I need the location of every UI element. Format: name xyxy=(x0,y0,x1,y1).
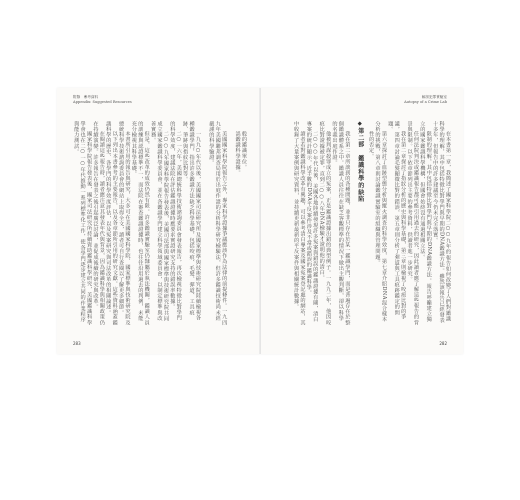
paragraph: 誤鑑識科學證據。 xyxy=(234,131,241,176)
right-running-head-subtitle: Autopsy of a Crime Lab xyxy=(404,100,447,104)
paragraph: 以下列出本書參考的主要報告，以及各章節所引用的研究文獻。這些資料涵蓋鑑識科學的歷史、各學門的科學效度評估，以及冤案研究與司法改革的相關論述。 xyxy=(105,121,118,326)
paragraph: 讀者若對鑑識科學改革有興趣，可以參考清白專案及國家冤案登記處的網站，其中收錄了大量案例與研究資料，並持續更新最新的平反案件與相關統計數據。 xyxy=(293,121,306,326)
left-running-head-title: 附錄 參考資料 xyxy=(73,95,99,99)
right-body-text xyxy=(275,121,451,326)
paragraph: 他被判謀殺罪成立的冤案，正是鑑識證據出錯的典型例子。一九九二年，他因咬痕比對證據被定罪，直到二○○八年DNA檢驗才證明他的清白。 xyxy=(318,121,332,326)
left-page xyxy=(57,88,259,354)
paragraph: 但是，這些改革的成效仍然有限。許多鑑識實驗室仍隸屬於執法機關，鑑識人員的訓練與認證標準不一，而法院在審查鑑識證據時，也往往沿用過去的判例，未能充分檢視其科學基礎。 xyxy=(130,121,150,326)
paragraph: 二○○○年代以後，美國各地陸續發現許多冤案與錯誤的鑑識證據有關，清白專案的統計顯示，近半數的DNA平反案件涉及不當或錯誤的鑑識科學。 xyxy=(305,121,319,323)
paragraph: 任何法院判決或鑑識報告都可能引用過去的研究，因此讀者應了解這些報告的背景與限制。以下依章節列出主要的參考資料，供讀者進一步研究。 xyxy=(406,121,419,326)
section-heading xyxy=(356,121,362,326)
paragraph: 我在第二章探討了指紋分析的歷史與科學基礎，第三章則檢視了咬痕比對的爭議，第四章討論毛髮顯微比對的錯誤，第五章則分析了彈道與工具痕跡鑑定的問題。 xyxy=(387,121,407,321)
paragraph: 二○○九年國家科學院報告發表後，美國司法部與國家標準與技術研究院共同成立國家鑑識科學委員會，並在各鑑識學門建立科學領域委員會，以制定標準與改善實務。 xyxy=(150,121,169,322)
paragraph: 限制的理解，其中包括特徵比對學門與早期的DNA鑑識方法。報告呼籲建立獨立的國家鑑識科學機構，但國會始終沒有通過相關立法。 xyxy=(419,121,432,323)
paragraph: 美國國家科學院報告之外，專家科學證據爭議應該作為法律的前提條件。一九四九年美國聯邦調查局用於出庭作證的分析科學研究檢驗法，但許多鑑識技術尚未經嚴謹的科學驗證。 xyxy=(208,121,228,326)
paragraph: 性的否定。 xyxy=(368,131,375,160)
left-running-head xyxy=(73,95,132,105)
paragraph: 在閱讀這些報告時，讀者應注意其發表年代與背景，因為鑑識科學與相關政策仍在持續演變。許多報告在發表之後引起廣泛討論，並促成後續的研究與改革。 xyxy=(92,121,105,326)
right-running-head xyxy=(404,95,447,105)
paragraph: 二○一六年，美國總統科學技術諮詢委員會發表報告，再次檢視特徵比對學門的科學效度，建議法院在評估鑑識證據時應要求實證研究支持的錯誤率數據。 xyxy=(169,121,182,321)
right-running-head-title: 解剖犯罪實驗室 xyxy=(421,95,447,99)
paragraph: 在本書第一章，我簡述了國家科學院二○○九年的報告如何改變了人們對鑑識科學的理解，其中包括特徵比對學門與早期的DNA鑑識方法。雖然該報告已經發表十多年，但報告中的許多建議至今仍未完全落實。 xyxy=(432,121,451,324)
section-heading-text: 第二部 鑑識科學的缺陷 xyxy=(356,127,364,203)
right-page-number: 282 xyxy=(439,341,447,346)
left-body-text xyxy=(71,121,247,326)
right-page xyxy=(261,88,463,354)
left-running-head-subtitle: Appendix: Suggested Resources xyxy=(73,100,132,104)
paragraph: 一九九○年代以後，美國國家司法研究所及國家標準與技術研究院陸續檢視各種鑑識學門，指出許多鑑識方法缺乏科學基礎，包括咬痕、毛髮、彈道、工具痕跡、筆跡與指紋比對等。 xyxy=(182,121,201,321)
paragraph: 般的鑑識單位。 xyxy=(241,131,247,171)
paragraph: 國家科學院報告發表後，國家司法研究所持續資助鑑識科學研究，美國鑑識科學學會也在二○一○年代推動一系列標準化工作，使各學門逐步建立共同的作業程序與能力測試。 xyxy=(73,121,93,326)
paragraph: 我在第二章所談到的各種問題，並非只存在於某一鑑識學門，而是普遍存在於整個鑑識體系之中。鑑識人員往往在缺乏客觀標準的情況下做出主觀判斷，卻以科學的名義出庭作證。 xyxy=(331,121,351,326)
left-page-number: 283 xyxy=(73,341,81,346)
diamond-bullet-icon: ◆ xyxy=(356,121,363,128)
paragraph: 本書所引用的報告與研究，大多可在美國國家科學院、國家標準與技術研究院及總統科學技術諮詢委員會的網站上取得全文，讀者可自行查閱以了解更多細節。 xyxy=(118,121,131,326)
paragraph: 第六章探討了血跡型態分析與縱火調查的科學效度，第七章介紹DNA混合樣本分析的挑戰，第八章則討論鑑識實驗室的組織與管理問題。 xyxy=(374,121,387,323)
book-spread xyxy=(57,88,463,354)
